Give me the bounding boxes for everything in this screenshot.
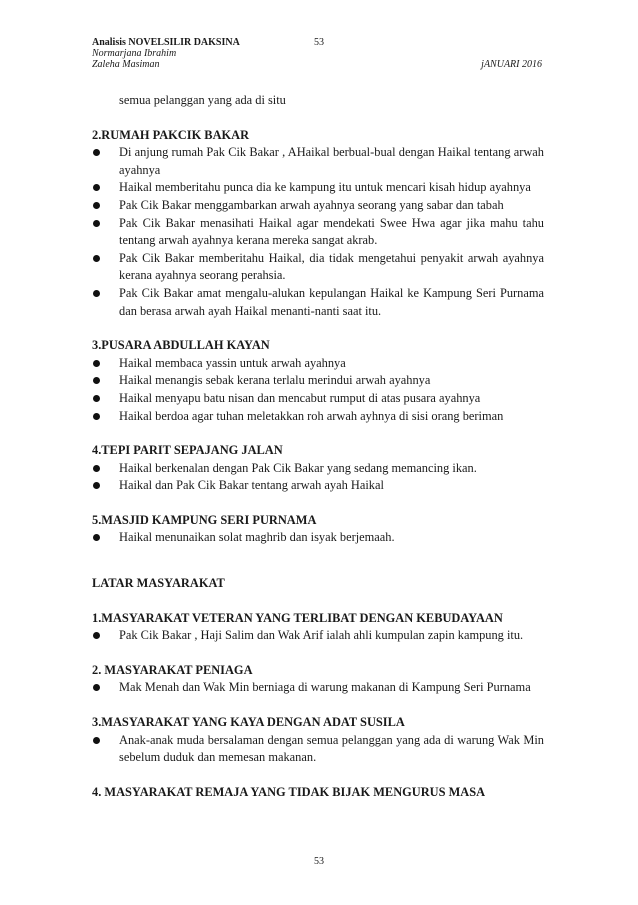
header-author-1: Normarjana Ibrahim [92, 48, 177, 59]
latar-heading: LATAR MASYARAKAT [92, 576, 225, 591]
list-item: Haikal memberitahu punca dia ke kampung itu untuk mencari kisah hidup ayahnya [92, 179, 544, 197]
list-item: Haikal berkenalan dengan Pak Cik Bakar yang sedang memancing ikan. [92, 460, 544, 478]
list-item: Haikal berdoa agar tuhan meletakkan roh arwah ayhnya di sisi orang beriman [92, 408, 544, 426]
bullet-list [92, 460, 544, 495]
list-item: Haikal menangis sebak kerana terlalu merindui arwah ayahnya [92, 372, 544, 390]
bullet-list [92, 732, 544, 767]
bullet-list [92, 529, 544, 547]
list-item: Anak-anak muda bersalaman dengan semua pelanggan yang ada di warung Wak Min sebelum duduk dan memesan makanan. [92, 732, 544, 767]
list-item: Haikal dan Pak Cik Bakar tentang arwah ayah Haikal [92, 477, 544, 495]
list-item: Mak Menah dan Wak Min berniaga di warung makanan di Kampung Seri Purnama [92, 679, 544, 697]
continuation-text: semua pelanggan yang ada di situ [119, 93, 286, 107]
list-item: Haikal menyapu batu nisan dan mencabut rumput di atas pusara ayahnya [92, 390, 544, 408]
header-date: jANUARI 2016 [481, 59, 542, 70]
footer-page-number: 53 [314, 856, 324, 867]
list-item: Pak Cik Bakar memberitahu Haikal, dia tidak mengetahui penyakit arwah ayahnya kerana ayahnya seorang perahsia. [92, 250, 544, 285]
bullet-list [92, 144, 544, 320]
section-heading: 5.MASJID KAMPUNG SERI PURNAMA [92, 512, 317, 527]
list-item: Haikal menunaikan solat maghrib dan isyak berjemaah. [92, 529, 544, 547]
document-body [92, 92, 544, 801]
list-item: Pak Cik Bakar menasihati Haikal agar mendekati Swee Hwa agar jika mahu tahu tentang arwah ayahnya kerana mereka sangat akrab. [92, 215, 544, 250]
list-item: Pak Cik Bakar menggambarkan arwah ayahnya seorang yang sabar dan tabah [92, 197, 544, 215]
header-page-number: 53 [314, 37, 324, 48]
bullet-list [92, 627, 544, 645]
bullet-list [92, 679, 544, 697]
list-item: Di anjung rumah Pak Cik Bakar , AHaikal berbual-bual dengan Haikal tentang arwah ayahnya [92, 144, 544, 179]
masyarakat-heading: 3.MASYARAKAT YANG KAYA DENGAN ADAT SUSILA [92, 715, 405, 730]
header-title: Analisis NOVELSILIR DAKSINA [92, 37, 240, 48]
header-author-2: Zaleha Masiman [92, 59, 160, 70]
list-item: Pak Cik Bakar , Haji Salim dan Wak Arif ialah ahli kumpulan zapin kampung itu. [92, 627, 544, 645]
section-heading: 3.PUSARA ABDULLAH KAYAN [92, 338, 270, 353]
list-item: Pak Cik Bakar amat mengalu-alukan kepulangan Haikal ke Kampung Seri Purnama dan berasa arwah ayah Haikal menanti-nanti saat itu. [92, 285, 544, 320]
section-heading: 4.TEPI PARIT SEPAJANG JALAN [92, 443, 283, 458]
masyarakat-heading: 4. MASYARAKAT REMAJA YANG TIDAK BIJAK MENGURUS MASA [92, 784, 486, 799]
bullet-list [92, 355, 544, 425]
list-item: Haikal membaca yassin untuk arwah ayahnya [92, 355, 544, 373]
masyarakat-heading: 2. MASYARAKAT PENIAGA [92, 662, 253, 677]
masyarakat-heading: 1.MASYARAKAT VETERAN YANG TERLIBAT DENGAN KEBUDAYAAN [92, 610, 503, 625]
section-heading: 2.RUMAH PAKCIK BAKAR [92, 127, 250, 142]
